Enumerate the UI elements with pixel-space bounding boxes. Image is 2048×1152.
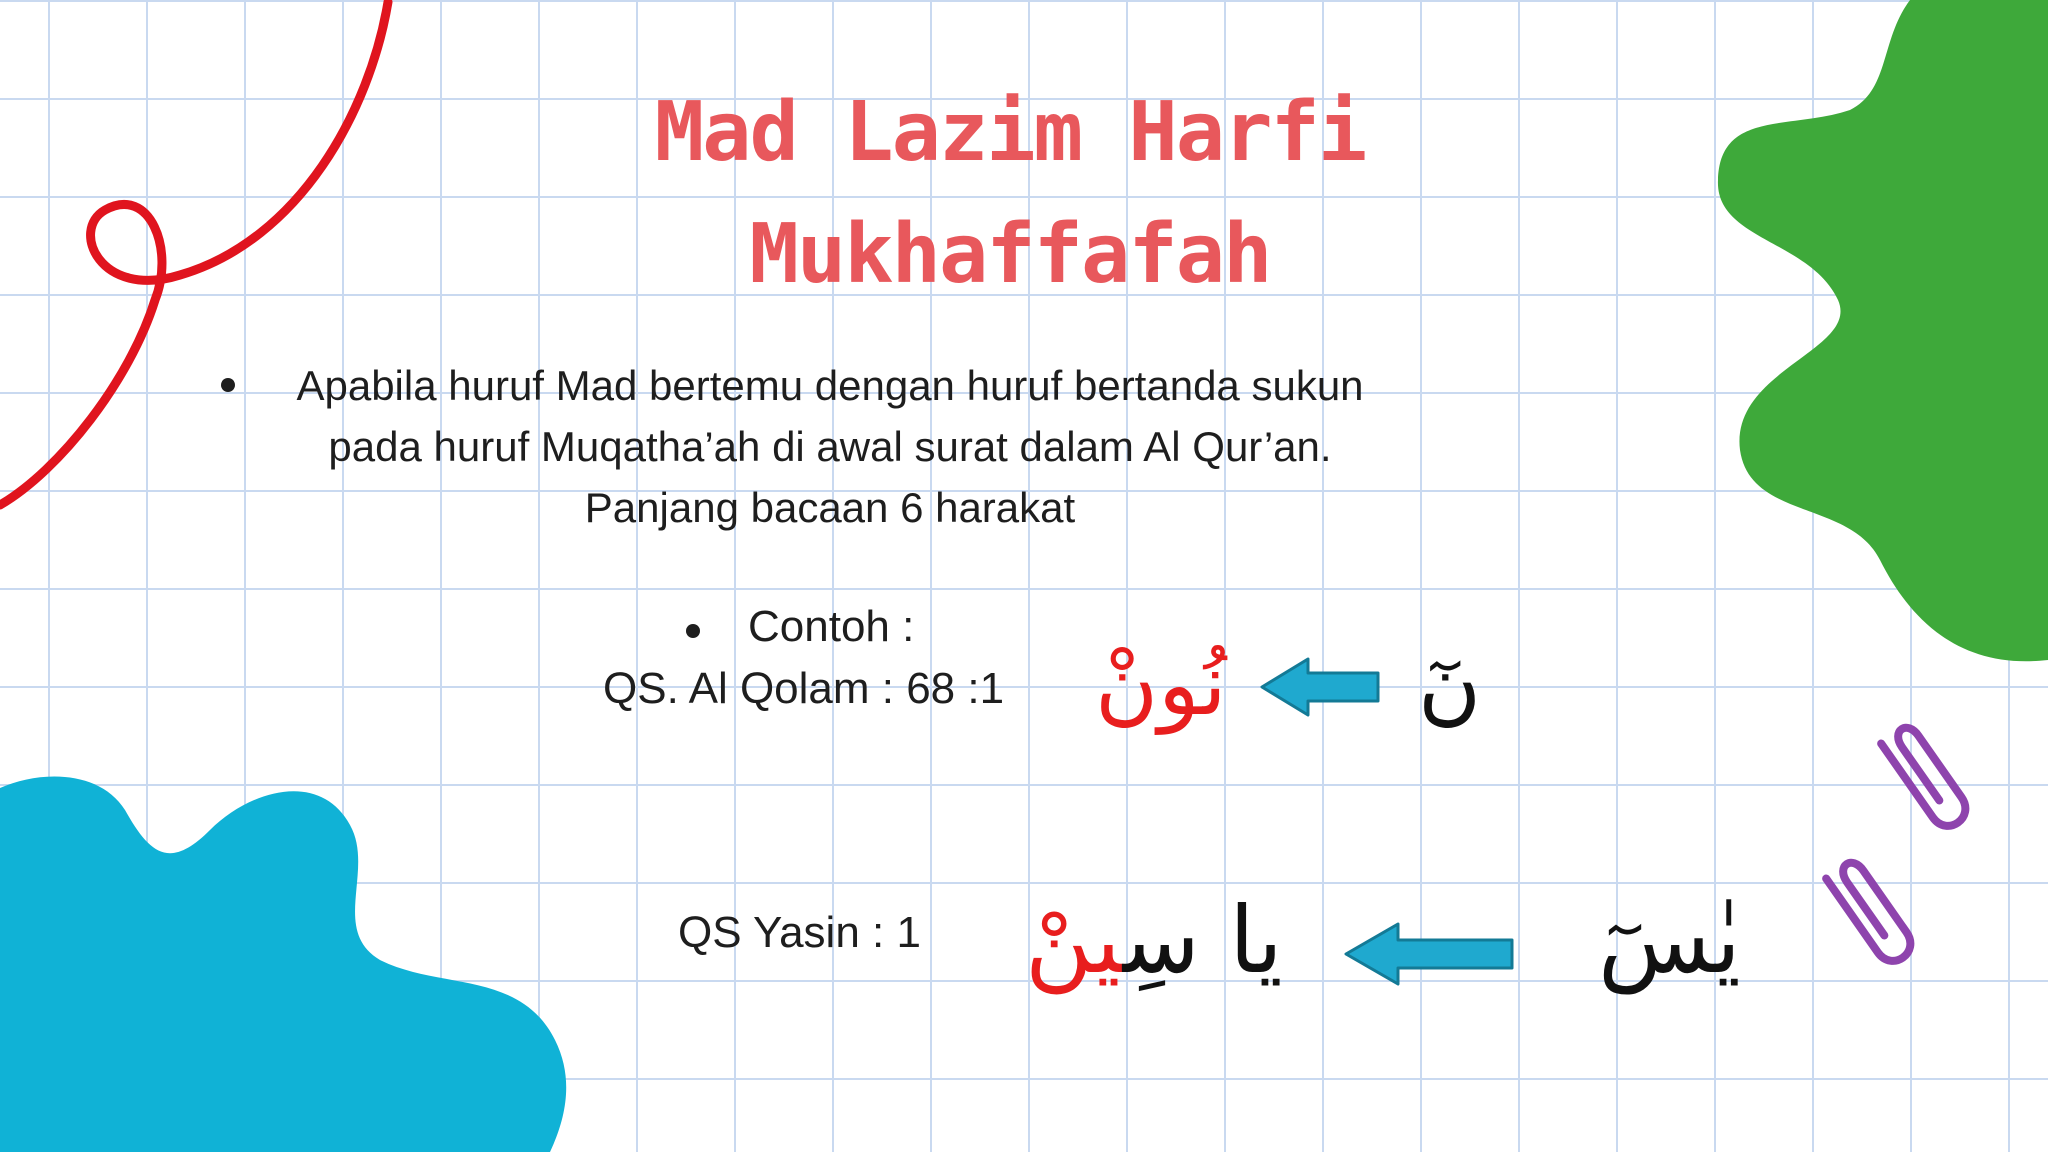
slide-title xyxy=(600,72,1420,316)
definition-line-2: pada huruf Muqatha’ah di awal surat dalam Al Qur’an. xyxy=(328,423,1332,470)
title-line-2: Mukhaffafah xyxy=(749,207,1271,302)
example-1-reference: QS. Al Qolam : 68 :1 xyxy=(603,664,1005,713)
example-2-reading-red: ينْ xyxy=(1025,887,1123,994)
bullet-point xyxy=(686,624,700,638)
example-2-reference: QS Yasin : 1 xyxy=(678,908,921,957)
bullet-point xyxy=(221,378,235,392)
example-label: Contoh : xyxy=(748,602,915,651)
definition-text xyxy=(270,355,1390,538)
arrow-left-icon xyxy=(1258,655,1382,719)
example-2-reading-black: يا سِ xyxy=(1122,887,1283,994)
example-1-reading: نُونْ xyxy=(1095,635,1227,735)
title-line-1: Mad Lazim Harfi xyxy=(654,85,1366,180)
example-2-reading xyxy=(1025,887,1283,994)
blue-blob-decoration xyxy=(0,770,570,1152)
definition-line-1: Apabila huruf Mad bertemu dengan huruf bertanda sukun xyxy=(296,362,1364,409)
paperclip-icon xyxy=(1815,850,1925,980)
arrow-left-icon xyxy=(1342,920,1516,988)
example-1-written: نٓ xyxy=(1418,635,1482,735)
green-blob-decoration xyxy=(1700,0,2048,670)
definition-line-3: Panjang bacaan 6 harakat xyxy=(584,484,1076,531)
example-2-written: يٰسٓ xyxy=(1598,887,1741,994)
paperclip-icon xyxy=(1870,715,1980,845)
